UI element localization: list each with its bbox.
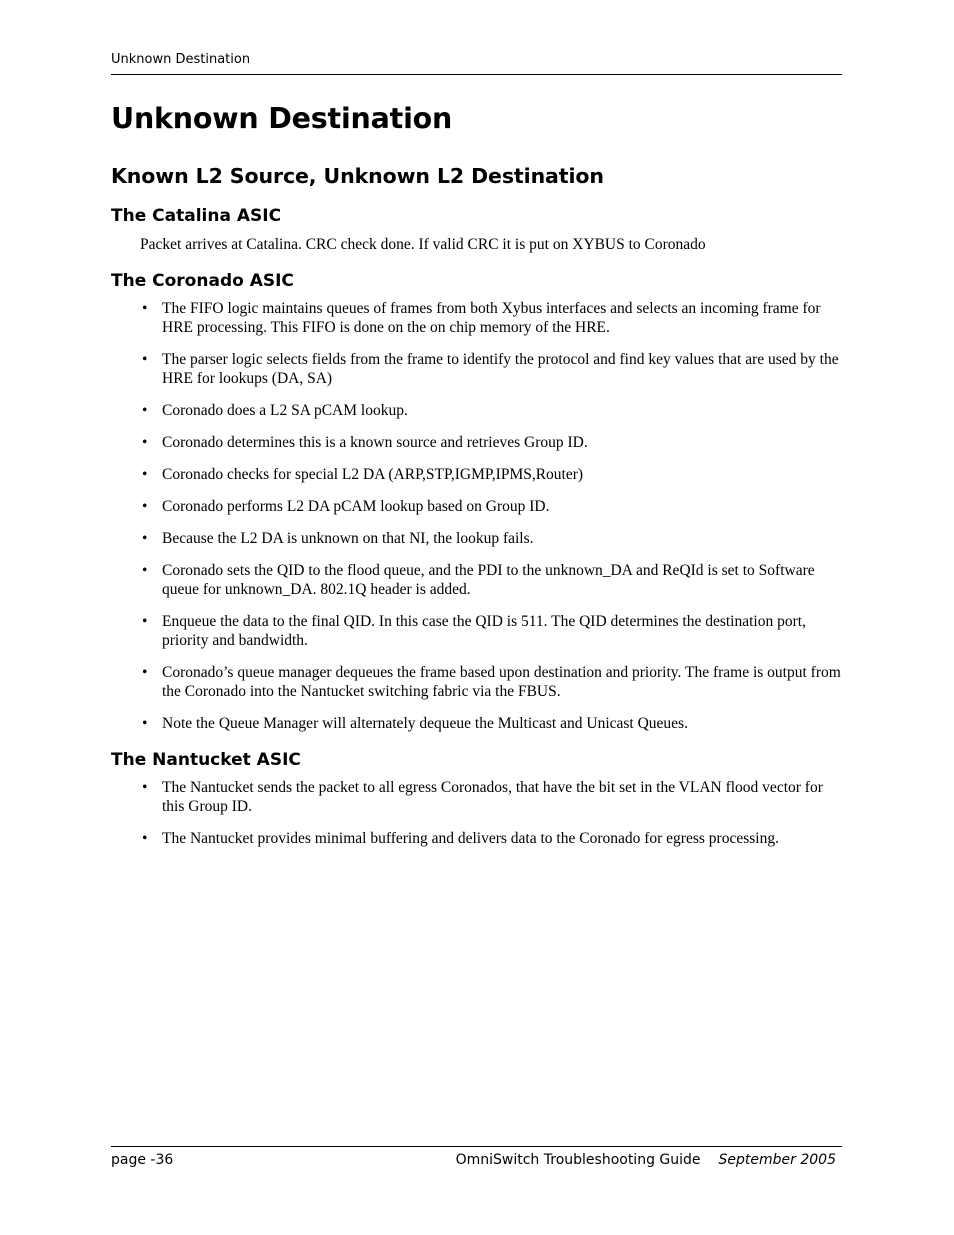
list-item-text: The FIFO logic maintains queues of frames from both Xybus interfaces and selects an incoming frame for HRE processing. This FIFO is done on the on chip memory of the HRE. [162,300,821,336]
list-item-text: Enqueue the data to the final QID. In this case the QID is 511. The QID determines the destination port, priority and bandwidth. [162,613,806,649]
footer-rule [111,1146,842,1147]
section-title: Known L2 Source, Unknown L2 Destination [111,164,604,188]
page-number: page -36 [111,1152,174,1168]
bullet-icon: • [142,530,148,547]
list-item [111,433,842,452]
list-item [111,401,842,420]
coronado-heading: The Coronado ASIC [111,271,294,291]
page-title: Unknown Destination [111,102,453,135]
list-item-text: Coronado sets the QID to the flood queue, and the PDI to the unknown_DA and ReQId is set to Software queue for unknown_DA. 802.1Q header is added. [162,562,815,598]
list-item-text: Coronado’s queue manager dequeues the frame based upon destination and priority. The frame is output from the Coronado into the Nantucket switching fabric via the FBUS. [162,664,841,700]
list-item [111,663,842,701]
bullet-icon: • [142,402,148,419]
list-item-text: Coronado determines this is a known source and retrieves Group ID. [162,434,588,451]
catalina-paragraph: Packet arrives at Catalina. CRC check done. If valid CRC it is put on XYBUS to Coronado [140,236,706,253]
catalina-section [111,204,842,254]
list-item [111,497,842,516]
list-item [111,465,842,484]
running-header: Unknown Destination [111,52,251,67]
list-item [111,778,842,816]
list-item [111,299,842,337]
list-item-text: Coronado checks for special L2 DA (ARP,STP,IGMP,IPMS,Router) [162,466,584,483]
list-item-text: Coronado does a L2 SA pCAM lookup. [162,402,408,419]
bullet-icon: • [142,300,148,317]
publication-date: September 2005 [718,1152,836,1168]
bullet-icon: • [142,562,148,579]
bullet-icon: • [142,715,148,732]
list-item-text: The parser logic selects fields from the frame to identify the protocol and find key values that are used by the HRE for lookups (DA, SA) [162,351,839,387]
bullet-icon: • [142,466,148,483]
nantucket-heading: The Nantucket ASIC [111,750,301,770]
nantucket-section [111,748,842,848]
list-item-text: The Nantucket sends the packet to all egress Coronados, that have the bit set in the VLAN flood vector for this Group ID. [162,779,823,815]
page-content [111,98,842,848]
list-item-text: Note the Queue Manager will alternately dequeue the Multicast and Unicast Queues. [162,715,688,732]
list-item-text: Because the L2 DA is unknown on that NI, the lookup fails. [162,530,534,547]
list-item [111,714,842,733]
guide-title: OmniSwitch Troubleshooting Guide [455,1152,701,1168]
coronado-section [111,269,842,733]
list-item [111,561,842,599]
bullet-icon: • [142,498,148,515]
bullet-icon: • [142,613,148,630]
list-item [111,612,842,650]
footer-info [456,1151,836,1169]
bullet-icon: • [142,664,148,681]
bullet-icon: • [142,434,148,451]
list-item [111,350,842,388]
list-item [111,829,842,848]
nantucket-bullet-list [111,778,842,848]
list-item-text: Coronado performs L2 DA pCAM lookup based on Group ID. [162,498,550,515]
bullet-icon: • [142,830,148,847]
bullet-icon: • [142,351,148,368]
list-item-text: The Nantucket provides minimal buffering and delivers data to the Coronado for egress processing. [162,830,779,847]
coronado-bullet-list [111,299,842,733]
bullet-icon: • [142,779,148,796]
header-rule [111,74,842,75]
list-item [111,529,842,548]
catalina-heading: The Catalina ASIC [111,206,282,226]
